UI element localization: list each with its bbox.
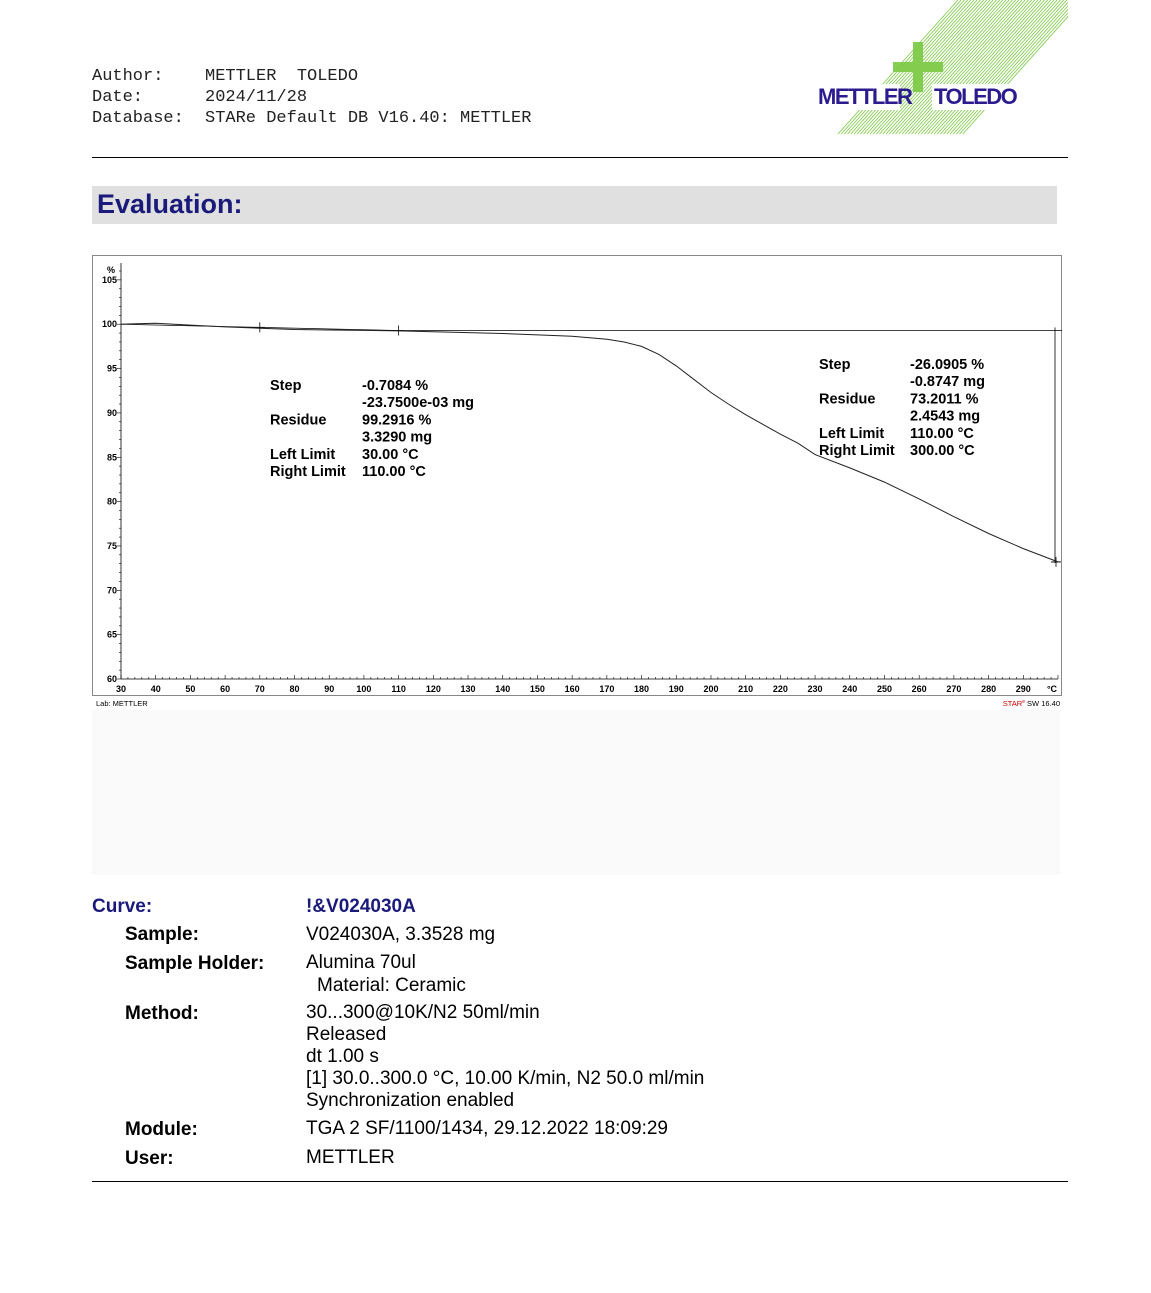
software-footer-version: SW 16.40 [1024,699,1060,708]
x-tick-label: 70 [254,684,265,694]
lab-footer: Lab: METTLER [96,699,148,708]
software-footer-brand: STAR [1002,699,1023,708]
mettler-toledo-logo [808,0,1068,138]
x-tick-label: 140 [495,684,511,694]
step1-label: Residue [270,412,327,429]
x-tick-label: 130 [460,684,476,694]
x-tick-label: 190 [668,684,684,694]
step1-label: Left Limit [270,446,336,463]
author-label: Author: [92,67,164,86]
y-tick-label: 85 [106,452,117,463]
x-tick-label: 40 [150,684,161,694]
header-divider [92,157,1068,158]
author-value: METTLER TOLEDO [205,67,359,86]
x-tick-label: 30 [115,684,127,694]
step2-value: -26.0905 % [910,357,985,373]
y-tick-label: 75 [106,540,117,551]
x-tick-label: 240 [842,684,858,694]
step2-label: Left Limit [819,425,885,442]
y-tick-label: 100 [101,319,117,330]
evaluation-banner [92,186,1057,224]
step2-label: Residue [819,391,876,408]
x-tick-label: 150 [529,684,545,694]
step1-value: 30.00 °C [362,446,419,463]
method-line-5: Synchronization enabled [306,1090,515,1111]
module-value: TGA 2 SF/1100/1434, 29.12.2022 18:09:29 [306,1118,668,1139]
step1-value: 110.00 °C [362,464,426,480]
x-tick-label: 230 [807,684,823,694]
date-label: Date: [92,88,144,107]
logo-word-toledo: TOLEDO [934,84,1017,109]
y-unit-label: % [106,265,115,275]
y-tick-label: 80 [106,496,117,507]
curve-label: Curve: [92,896,153,917]
software-footer-sup: e [1022,699,1025,705]
y-tick-label: 65 [106,629,117,640]
user-value: METTLER [306,1147,395,1168]
step1-value: -23.7500e-03 mg [362,395,475,412]
tga-chart [92,253,1064,713]
x-tick-label: 290 [1015,684,1031,694]
step1-label: Step [270,378,302,394]
y-tick-label: 105 [101,274,117,285]
y-tick-label: 90 [106,407,117,418]
sample-label: Sample: [125,924,199,945]
method-line-3: dt 1.00 s [306,1046,379,1067]
step2-value: 300.00 °C [910,443,975,459]
user-label: User: [125,1148,174,1169]
x-tick-label: 160 [564,684,580,694]
software-footer [1003,699,1060,708]
y-tick-label: 70 [106,585,117,596]
step2-value: -0.8747 mg [910,374,985,391]
x-tick-label: 50 [185,684,196,694]
module-label: Module: [125,1119,198,1140]
x-tick-label: 170 [599,684,615,694]
chart-shadow-area [92,710,1060,875]
step2-label: Right Limit [819,443,895,459]
holder-value: Alumina 70ul [306,952,416,973]
step1-value: 99.2916 % [362,412,432,429]
chart-frame [93,256,1062,696]
method-label: Method: [125,1003,199,1024]
report-header [92,66,531,129]
step1-label: Right Limit [270,464,346,480]
x-tick-label: 260 [911,684,927,694]
database-label: Database: [92,109,184,128]
x-tick-label: 210 [738,684,754,694]
sample-value: V024030A, 3.3528 mg [306,924,496,945]
footer-divider [92,1181,1068,1182]
step1-value: 3.3290 mg [362,429,433,446]
step2-label: Step [819,357,851,373]
logo-word-mettler: METTLER [818,84,912,109]
x-tick-label: 90 [324,684,335,694]
x-tick-label: 250 [876,684,892,694]
y-tick-label: 95 [106,363,117,374]
holder-label: Sample Holder: [125,953,265,974]
x-tick-label: 100 [356,684,372,694]
method-line-2: Released [306,1024,387,1045]
x-tick-label: 270 [946,684,962,694]
step2-value: 73.2011 % [910,391,979,408]
x-tick-label: 60 [220,684,231,694]
database-value: STARe Default DB V16.40: METTLER [205,109,532,128]
x-tick-label: 280 [981,684,997,694]
x-tick-label: 120 [425,684,441,694]
method-line-4: [1] 30.0..300.0 °C, 10.00 K/min, N2 50.0 ml/min [306,1068,705,1089]
holder-material: Material: Ceramic [317,975,466,996]
x-tick-label: 220 [772,684,788,694]
date-value: 2024/11/28 [205,88,308,107]
step1-value: -0.7084 % [362,378,429,394]
x-tick-label: 80 [289,684,300,694]
section-title: Evaluation: [97,189,243,219]
x-tick-label: 200 [703,684,719,694]
x-tick-label: 110 [391,684,406,694]
step2-value: 2.4543 mg [910,408,981,425]
x-tick-label: 180 [634,684,650,694]
y-tick-label: 60 [106,674,117,684]
x-unit-label: °C [1046,684,1058,694]
method-line-1: 30...300@10K/N2 50ml/min [306,1002,540,1023]
curve-name: !&V024030A [306,896,416,917]
step2-value: 110.00 °C [910,425,974,442]
